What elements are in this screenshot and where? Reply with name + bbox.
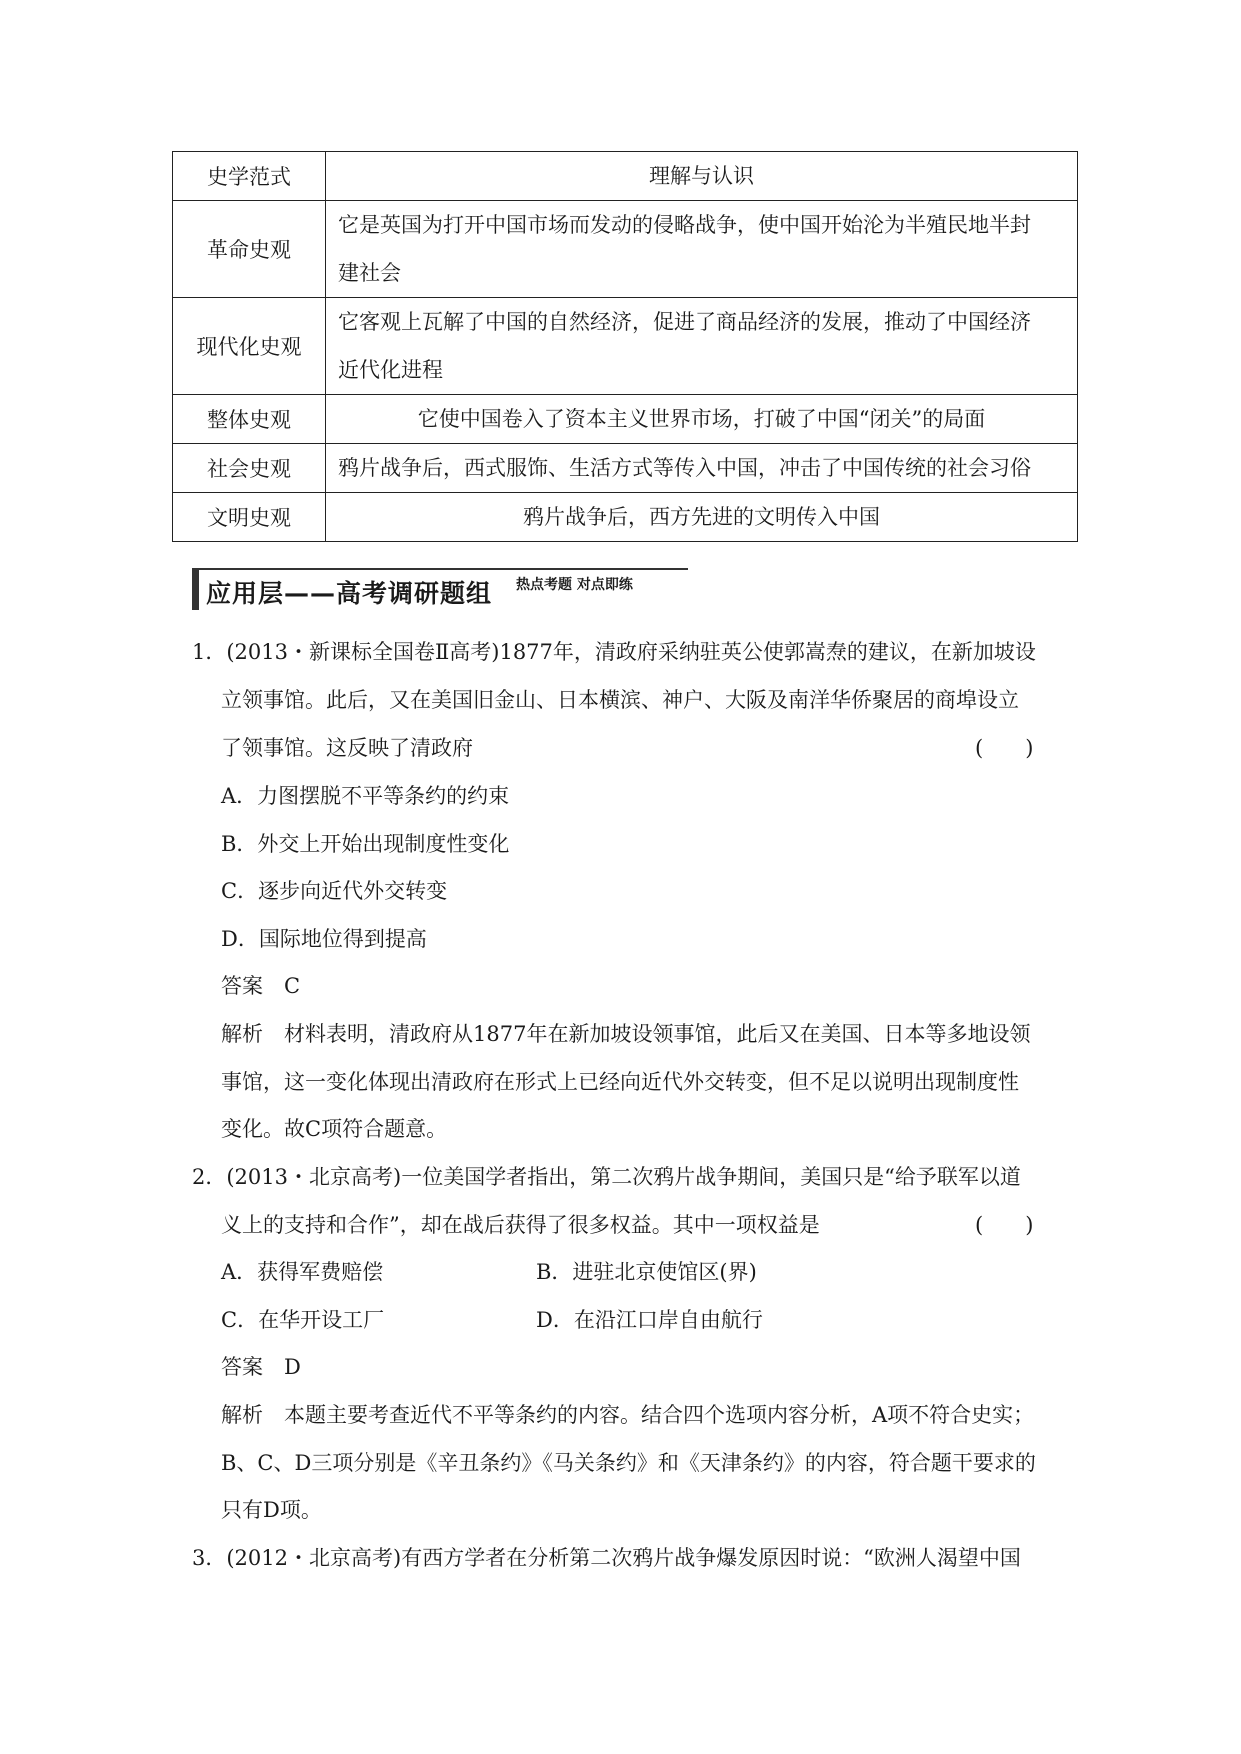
question-1-line: 了领事馆。这反映了清政府 [221, 736, 473, 760]
question-1-analysis: 解析 材料表明，清政府从1877年在新加坡设领事馆，此后又在美国、日本等多地设领 [221, 1022, 1031, 1046]
section-tag: 热点考题 对点即练 [516, 577, 633, 593]
question-1-option-c: C．逐步向近代外交转变 [221, 879, 448, 903]
section-bar [192, 568, 199, 610]
cell-line: 它客观上瓦解了中国的自然经济，促进了商品经济的发展，推动了中国经济 [338, 310, 1031, 334]
history-paradigm-table [172, 151, 1078, 542]
question-1-analysis: 事馆，这一变化体现出清政府在形式上已经向近代外交转变，但不足以说明出现制度性 [221, 1070, 1019, 1094]
paradigm-cell: 社会史观 [173, 444, 326, 493]
table-row [173, 298, 1078, 395]
question-2-option-d: D．在沿江口岸自由航行 [536, 1308, 763, 1332]
understanding-cell [326, 201, 1078, 298]
paradigm-cell: 文明史观 [173, 493, 326, 542]
table-row [173, 395, 1078, 444]
question-1-line: 1．(2013・新课标全国卷Ⅱ高考)1877年，清政府采纳驻英公使郭嵩焘的建议，在新加坡设 [192, 640, 1036, 664]
question-2-line: 义上的支持和合作”，却在战后获得了很多权益。其中一项权益是 [221, 1213, 820, 1237]
cell-line: 近代化进程 [338, 358, 443, 382]
question-1-line: 立领事馆。此后，又在美国旧金山、日本横滨、神户、大阪及南洋华侨聚居的商埠设立 [221, 688, 1019, 712]
understanding-cell: 它使中国卷入了资本主义世界市场，打破了中国“闭关”的局面 [326, 395, 1078, 444]
understanding-cell: 鸦片战争后，西式服饰、生活方式等传入中国，冲击了中国传统的社会习俗 [326, 444, 1078, 493]
question-1-option-b: B．外交上开始出现制度性变化 [221, 832, 510, 856]
question-1-analysis: 变化。故C项符合题意。 [221, 1117, 448, 1141]
table-header-paradigm: 史学范式 [173, 152, 326, 201]
question-2-option-b: B．进驻北京使馆区(界) [536, 1260, 757, 1284]
understanding-cell [326, 298, 1078, 395]
table-row [173, 493, 1078, 542]
question-2-option-c: C．在华开设工厂 [221, 1308, 385, 1332]
answer-bracket: ( ) [975, 1213, 1034, 1237]
table-row [173, 201, 1078, 298]
paradigm-cell: 现代化史观 [173, 298, 326, 395]
question-2-answer: 答案 D [221, 1355, 301, 1379]
question-1-option-a: A．力图摆脱不平等条约的约束 [221, 784, 510, 808]
question-2-line: 2．(2013・北京高考)一位美国学者指出，第二次鸦片战争期间，美国只是“给予联军以道 [192, 1165, 1021, 1189]
paradigm-cell: 革命史观 [173, 201, 326, 298]
answer-bracket: ( ) [975, 736, 1034, 760]
understanding-cell: 鸦片战争后，西方先进的文明传入中国 [326, 493, 1078, 542]
question-2-analysis: 只有D项。 [221, 1498, 322, 1522]
question-3-line: 3．(2012・北京高考)有西方学者在分析第二次鸦片战争爆发原因时说：“欧洲人渴望中国 [192, 1546, 1021, 1570]
section-header [192, 566, 688, 610]
question-1-answer: 答案 C [221, 974, 301, 998]
cell-line: 建社会 [338, 261, 401, 285]
table-row [173, 444, 1078, 493]
section-title: 应用层——高考调研题组 [206, 579, 493, 608]
paradigm-cell: 整体史观 [173, 395, 326, 444]
cell-line: 它是英国为打开中国市场而发动的侵略战争，使中国开始沦为半殖民地半封 [338, 213, 1031, 237]
question-2-analysis: 解析 本题主要考查近代不平等条约的内容。结合四个选项内容分析，A项不符合史实； [221, 1403, 1035, 1427]
table-header-understanding: 理解与认识 [326, 152, 1078, 201]
question-2-analysis: B、C、D三项分别是《辛丑条约》《马关条约》和《天津条约》的内容，符合题干要求的 [221, 1451, 1036, 1475]
question-1-option-d: D．国际地位得到提高 [221, 927, 427, 951]
section-rule [199, 568, 688, 570]
question-2-option-a: A．获得军费赔偿 [221, 1260, 384, 1284]
table-header-row [173, 152, 1078, 201]
